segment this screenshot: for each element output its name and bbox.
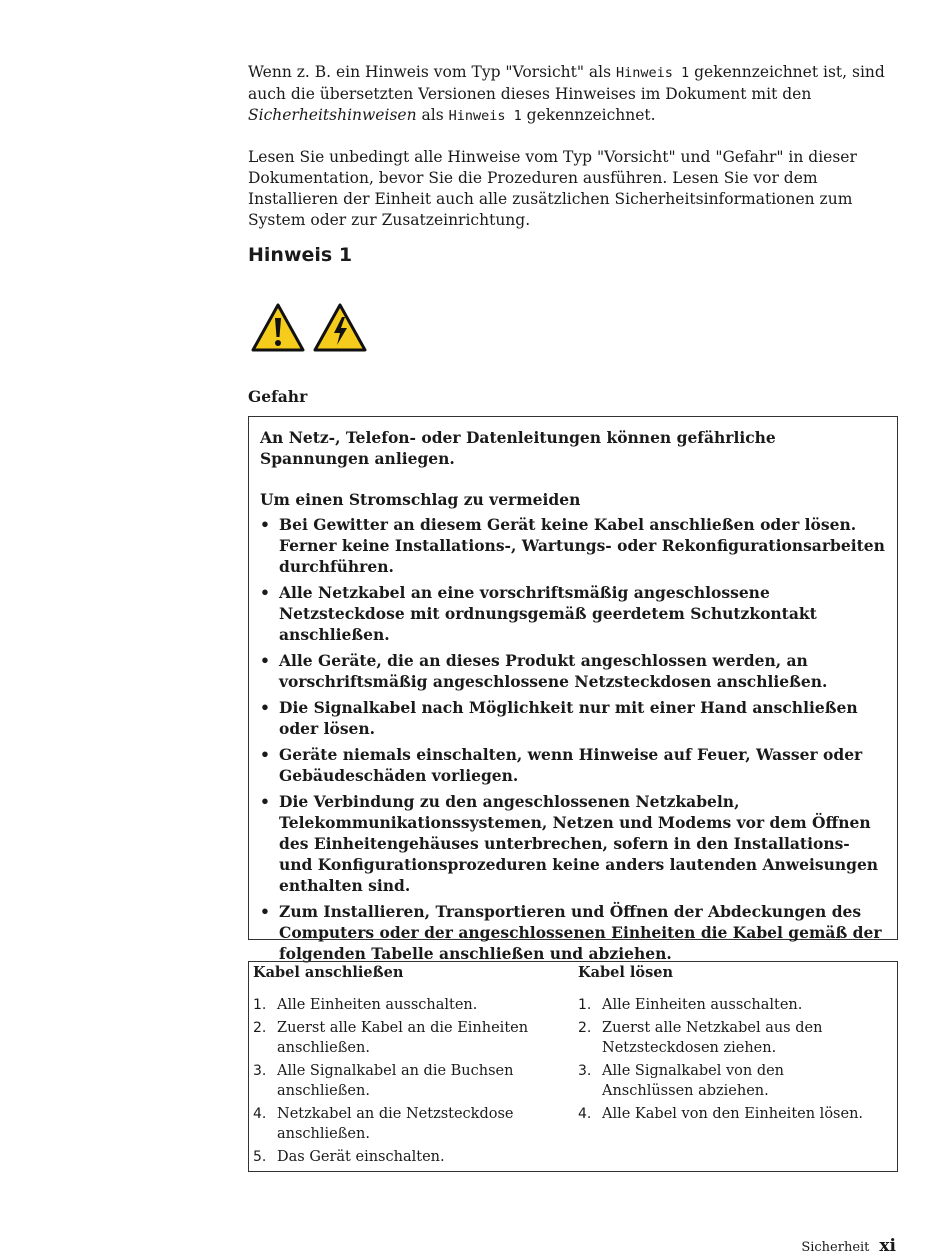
step-text: Netzkabel an die Netzsteckdose anschließen.: [277, 1106, 514, 1142]
danger-item-text: Geräte niemals einschalten, wenn Hinweise auf Feuer, Wasser oder Gebäudeschäden vorliegen.: [279, 745, 863, 785]
connect-step: [253, 1105, 553, 1144]
intro-text: als: [416, 106, 449, 124]
step-number: 1.: [253, 996, 267, 1013]
danger-list: [260, 514, 886, 964]
step-text: Das Gerät einschalten.: [277, 1149, 445, 1165]
exclamation-warning-icon: [250, 302, 306, 360]
document-content: [248, 62, 898, 1165]
disconnect-step: [578, 1062, 878, 1101]
danger-list-item: [260, 744, 886, 786]
connect-step: [253, 996, 553, 1016]
step-text: Alle Einheiten ausschalten.: [602, 996, 803, 1013]
danger-item-text: Alle Netzkabel an eine vorschriftsmäßig angeschlossene Netzsteckdose mit ordnungsgemäß geerdetem Schutzkontakt anschließen.: [279, 583, 817, 644]
step-text: Alle Signalkabel an die Buchsen anschließen.: [277, 1063, 514, 1099]
intro-text: Wenn z. B. ein Hinweis vom Typ "Vorsicht" als: [248, 63, 617, 81]
step-number: 2.: [253, 1020, 267, 1036]
connect-column: [253, 962, 553, 1172]
step-number: 2.: [578, 1020, 592, 1036]
section-heading: Hinweis 1: [248, 244, 353, 266]
danger-list-item: [260, 514, 886, 577]
disconnect-steps: [578, 996, 878, 1125]
danger-label: Gefahr: [248, 387, 308, 406]
danger-item-text: Bei Gewitter an diesem Gerät keine Kabel anschließen oder lösen. Ferner keine Installations-, Wartungs- oder Rekonfigurationsarbeiten durchführen.: [279, 515, 885, 576]
footer-section-label: Sicherheit: [801, 1240, 870, 1255]
intro-text: gekennzeichnet.: [521, 106, 656, 124]
step-text: Zuerst alle Netzkabel aus den Netzsteckdosen ziehen.: [602, 1020, 823, 1056]
connect-step: [253, 1062, 553, 1101]
disconnect-step: [578, 996, 878, 1016]
page-number: xi: [879, 1236, 896, 1256]
danger-item-text: Die Verbindung zu den angeschlossenen Netzkabeln, Telekommunikationssystemen, Netzen und Modems vor dem Öffnen des Einheitengehäuses unterbrechen, sofern in den Installations- und Konfigurationsprozeduren keine anders lautenden Anweisungen enthalten sind.: [279, 792, 879, 895]
bullet: •: [260, 515, 270, 534]
danger-item-text: Die Signalkabel nach Möglichkeit nur mit einer Hand anschließen oder lösen.: [279, 698, 858, 738]
bullet: •: [260, 651, 270, 670]
danger-list-item: [260, 582, 886, 645]
danger-list-item: [260, 901, 886, 964]
step-number: 5.: [253, 1149, 267, 1165]
bullet: •: [260, 745, 270, 764]
notice-code: Hinweis 1: [616, 65, 690, 81]
electrical-hazard-icon: [312, 302, 368, 360]
notice-code: Hinweis 1: [448, 108, 522, 124]
danger-notice-box: [248, 416, 898, 963]
step-text: Alle Einheiten ausschalten.: [277, 996, 478, 1013]
step-text: Zuerst alle Kabel an die Einheiten anschließen.: [277, 1020, 529, 1056]
connect-step: [253, 1148, 553, 1168]
connect-column-header: Kabel anschließen: [253, 964, 404, 981]
disconnect-column: [578, 962, 878, 1129]
step-number: 4.: [253, 1106, 267, 1122]
step-number: 1.: [578, 996, 592, 1013]
hazard-icons: [250, 302, 368, 360]
intro-paragraph-1: [248, 62, 898, 127]
step-text: Alle Kabel von den Einheiten lösen.: [602, 1106, 864, 1122]
cable-procedure-table: [248, 961, 898, 1172]
intro-text: gekennzeichnet ist, sind auch die übersetzten Versionen dieses Hinweises im Dokument mit den: [248, 63, 885, 103]
danger-item-text: Zum Installieren, Transportieren und Öffnen der Abdeckungen des Computers oder der angeschlossenen Einheiten die Kabel gemäß der folgenden Tabelle anschließen und abziehen.: [279, 902, 882, 963]
danger-list-item: [260, 697, 886, 739]
bullet: •: [260, 583, 270, 602]
bullet: •: [260, 792, 270, 811]
disconnect-column-header: Kabel lösen: [578, 964, 674, 981]
connect-step: [253, 1019, 553, 1058]
danger-lead: Um einen Stromschlag zu vermeiden: [260, 490, 581, 509]
page-footer: [801, 1236, 896, 1258]
step-number: 4.: [578, 1106, 592, 1122]
step-number: 3.: [578, 1063, 592, 1079]
step-number: 3.: [253, 1063, 267, 1079]
danger-list-item: [260, 791, 886, 896]
danger-item-text: Alle Geräte, die an dieses Produkt angeschlossen werden, an vorschriftsmäßig angeschlossene Netzsteckdosen anschließen.: [279, 651, 828, 691]
intro-italic-term: Sicherheitshinweisen: [248, 106, 417, 124]
step-text: Alle Signalkabel von den Anschlüssen abziehen.: [602, 1063, 785, 1099]
danger-intro: An Netz-, Telefon- oder Datenleitungen können gefährliche Spannungen anliegen.: [260, 428, 776, 468]
danger-list-item: [260, 650, 886, 692]
intro-paragraph-2: Lesen Sie unbedingt alle Hinweise vom Typ "Vorsicht" und "Gefahr" in dieser Dokumentation, bevor Sie die Prozeduren ausführen. Lesen Sie vor dem Installieren der Einheit auch alle zusätzlichen Sicherheitsinformationen zum System oder zur Zusatzeinrichtung.: [248, 148, 857, 229]
disconnect-step: [578, 1105, 878, 1125]
disconnect-step: [578, 1019, 878, 1058]
bullet: •: [260, 902, 270, 921]
connect-steps: [253, 996, 553, 1168]
bullet: •: [260, 698, 270, 717]
